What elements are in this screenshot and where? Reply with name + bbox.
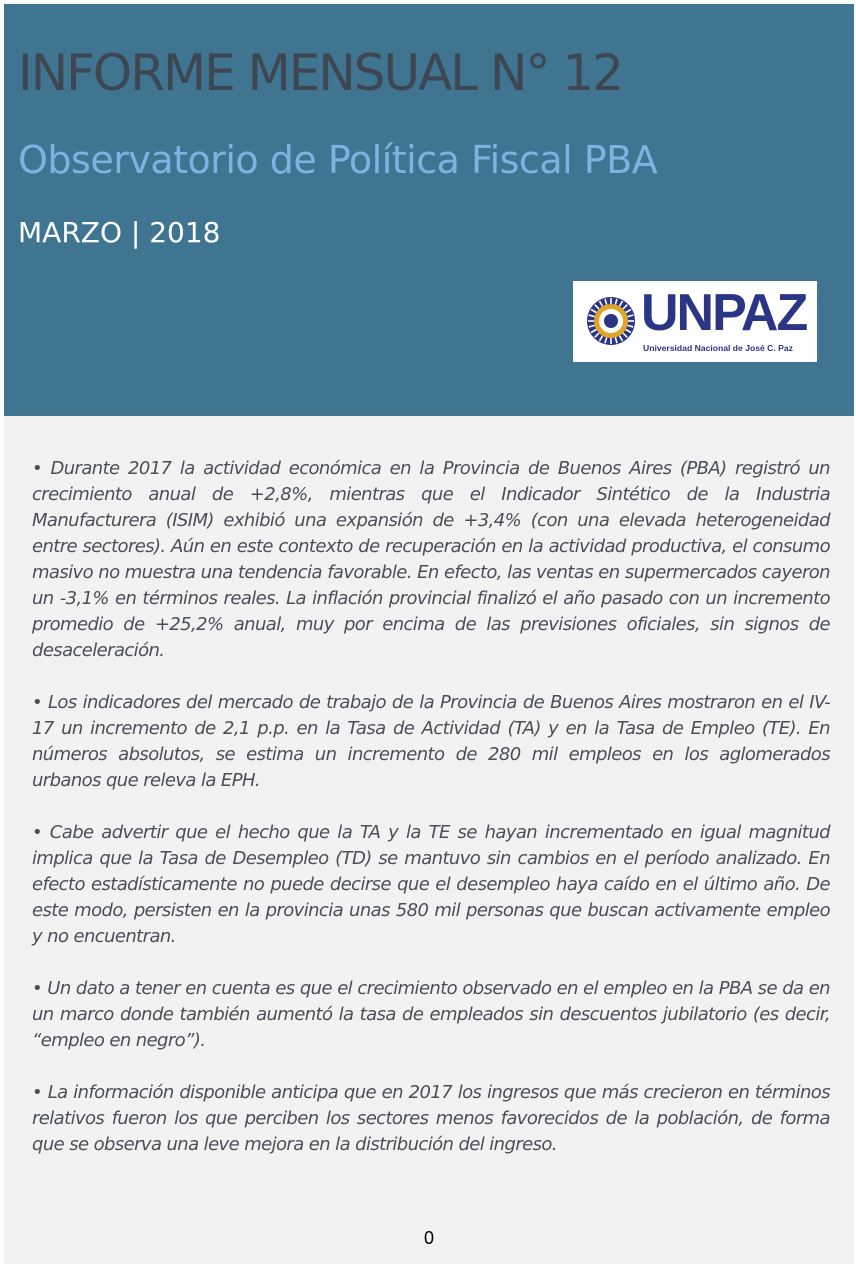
summary-paragraph: • Un dato a tener en cuenta es que el crecimiento observado en el empleo en la PBA se da en un marco donde también aumentó la tasa de empleados sin descuentos jubilatorio (es decir, “empleo en negro”). bbox=[32, 978, 830, 1051]
logo-caption: Universidad Nacional de José C. Paz bbox=[643, 343, 793, 353]
summary-section bbox=[32, 456, 830, 1158]
unpaz-logo bbox=[573, 281, 817, 362]
report-date: MARZO | 2018 bbox=[18, 216, 221, 249]
report-page bbox=[4, 4, 854, 1264]
report-subtitle: Observatorio de Política Fiscal PBA bbox=[18, 138, 658, 182]
university-seal-icon bbox=[585, 291, 637, 351]
cover-header bbox=[4, 4, 854, 416]
page-number: 0 bbox=[423, 1228, 434, 1248]
summary-paragraph: • Los indicadores del mercado de trabajo de la Provincia de Buenos Aires mostraron en el IV-17 un incremento de 2,1 p.p. en la Tasa de Actividad (TA) y en la Tasa de Empleo (TE). En números absolutos, se estima un incremento de 280 mil empleos en los aglomerados urbanos que releva la EPH. bbox=[32, 692, 830, 791]
summary-paragraph: • La información disponible anticipa que en 2017 los ingresos que más crecieron en términos relativos fueron los que perciben los sectores menos favorecidos de la población, de forma que se observa una leve mejora en la distribución del ingreso. bbox=[32, 1082, 830, 1155]
logo-wordmark: UNPAZ bbox=[641, 284, 807, 342]
report-title: INFORME MENSUAL N° 12 bbox=[18, 44, 622, 102]
summary-paragraph: • Cabe advertir que el hecho que la TA y la TE se hayan incrementado en igual magnitud implica que la Tasa de Desempleo (TD) se mantuvo sin cambios en el período analizado. En efecto estadísticamente no puede decirse que el desempleo haya caído en el último año. De este modo, persisten en la provincia unas 580 mil personas que buscan activamente empleo y no encuentran. bbox=[32, 822, 830, 947]
summary-paragraph: • Durante 2017 la actividad económica en la Provincia de Buenos Aires (PBA) registró un crecimiento anual de +2,8%, mientras que el Indicador Sintético de la Industria Manufacturera (ISIM) exhibió una expansión de +3,4% (con una elevada heterogeneidad entre sectores). Aún en este contexto de recuperación en la actividad productiva, el consumo masivo no muestra una tendencia favorable. En efecto, las ventas en supermercados cayeron un -3,1% en términos reales. La inflación provincial finalizó el año pasado con un incremento promedio de +25,2% anual, muy por encima de las previsiones oficiales, sin signos de desaceleración. bbox=[32, 458, 830, 661]
